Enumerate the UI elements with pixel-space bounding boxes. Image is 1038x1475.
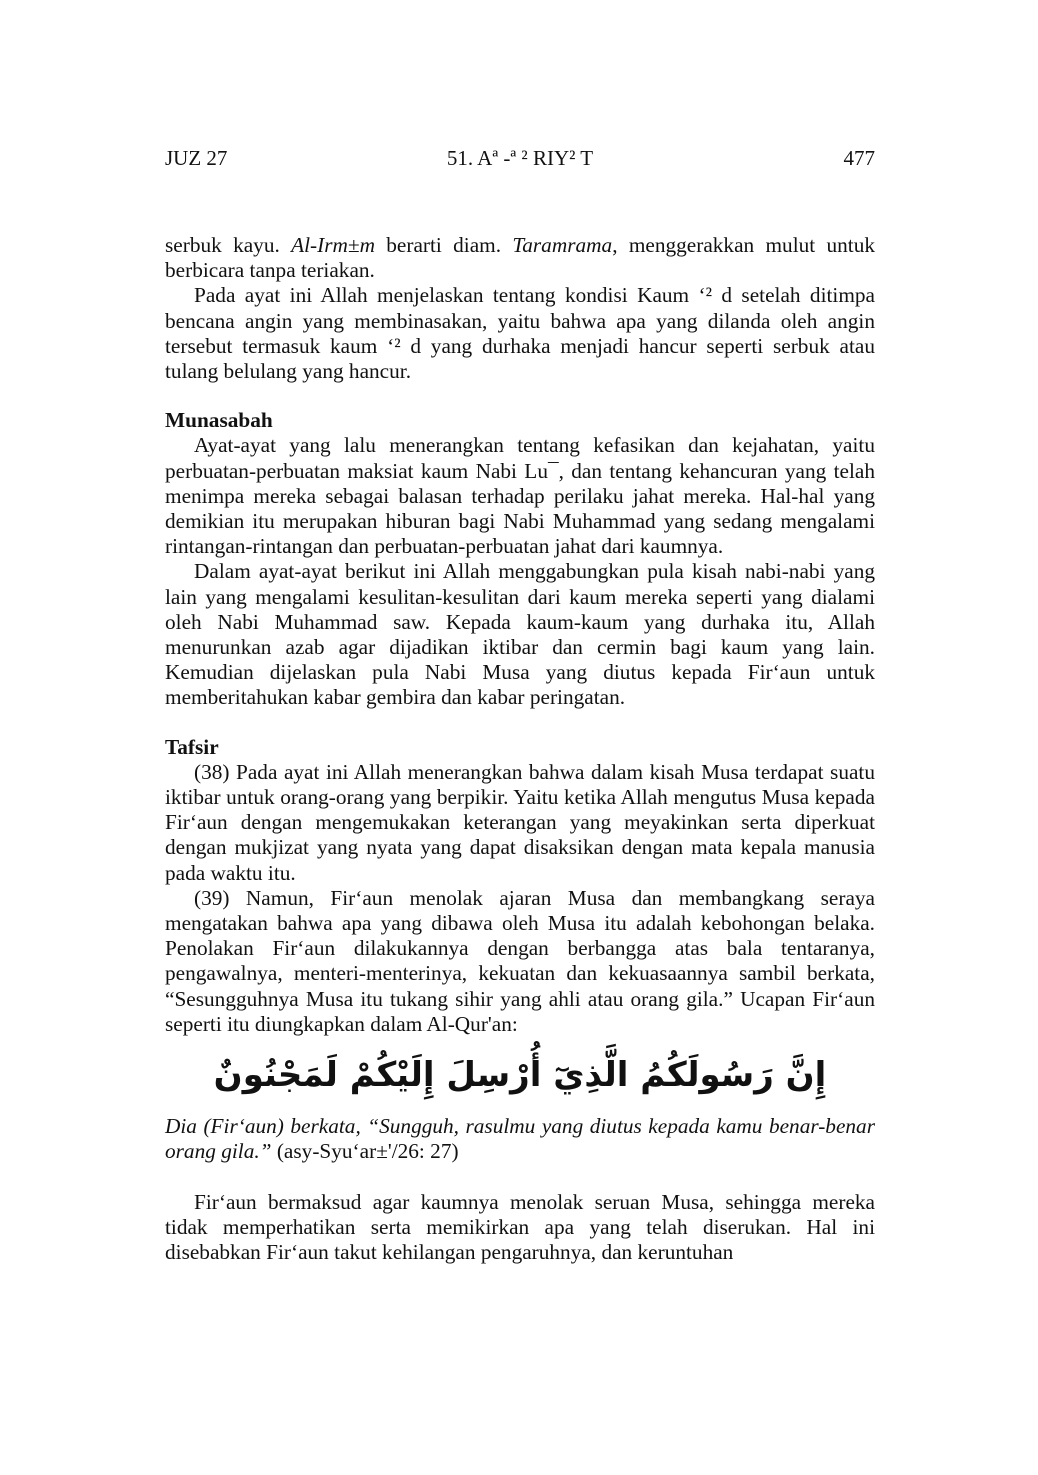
arabic-verse: إِنَّ رَسُولَكُمُ الَّذِيٓ أُرْسِلَ إِلَيْكُمْ لَمَجْنُونٌ <box>213 1055 827 1096</box>
intro-paragraph-1: serbuk kayu. Al-Irm±m berarti diam. Taramrama, menggerakkan mulut untuk berbicara tanpa teriakan. <box>165 233 875 283</box>
munasabah-paragraph-1: Ayat-ayat yang lalu menerangkan tentang kefasikan dan kejahatan, yaitu perbuatan-perbuatan maksiat kaum Nabi Lu¯, dan tentang kehancuran yang telah menimpa mereka sebagai balasan terhadap perilaku jahat mereka. Hal-hal yang demikian itu merupakan hiburan bagi Nabi Muhammad yang sedang mengalami rintangan-rintangan dan perbuatan-perbuatan jahat dari kaumnya. <box>165 433 875 559</box>
verse-translation <box>165 1114 875 1164</box>
term-al-irmam: Al-Irm±m <box>291 233 375 257</box>
page-number: 477 <box>843 146 875 170</box>
header-juz: JUZ 27 <box>165 146 228 170</box>
munasabah-heading: Munasabah <box>165 408 273 433</box>
running-header <box>165 146 875 176</box>
tafsir-paragraph-final: Fir‘aun bermaksud agar kaumnya menolak seruan Musa, sehingga mereka tidak memperhatikan serta memikirkan apa yang telah diserukan. Hal ini disebabkan Fir‘aun takut kehilangan pengaruhnya, dan keruntuhan <box>165 1189 875 1264</box>
munasabah-paragraph-2: Dalam ayat-ayat berikut ini Allah menggabungkan pula kisah nabi-nabi yang lain yang mengalami kesulitan-kesulitan dari kaum mereka seperti yang dialami oleh Nabi Muhammad saw. Kepada kaum-kaum yang durhaka itu, Allah menurunkan azab agar dijadikan iktibar dan cermin bagi kaum yang lain. Kemudian dijelaskan pula Nabi Musa yang diutus kepada Fir‘aun untuk memberitahukan kabar gembira dan kabar peringatan. <box>165 559 875 710</box>
body-text <box>165 233 875 1265</box>
header-surah-title: 51. Aª -ª ² RIY² T <box>446 146 594 170</box>
term-taramrama: Taramrama <box>512 233 613 257</box>
tafsir-paragraph-38: (38) Pada ayat ini Allah menerangkan bahwa dalam kisah Musa terdapat suatu iktibar untuk orang-orang yang berpikir. Yaitu ketika Allah mengutus Musa kepada Fir‘aun dengan mengemukakan keterangan yang meyakinkan serta diperkuat dengan mukjizat yang nyata yang dapat disaksikan dengan mata kepala manusia pada waktu itu. <box>165 759 875 885</box>
tafsir-heading: Tafsir <box>165 734 219 759</box>
verse-reference: (asy-Syu‘ar±'/26: 27) <box>271 1139 459 1164</box>
intro-paragraph-2: Pada ayat ini Allah menjelaskan tentang kondisi Kaum ‘² d setelah ditimpa bencana angin yang membinasakan, yaitu bahwa apa yang dilanda oleh angin tersebut termasuk kaum ‘² d yang durhaka menjadi hancur seperti serbuk atau tulang belulang yang hancur. <box>165 283 875 384</box>
translation-text: Dia (Fir‘aun) berkata, “Sungguh, rasulmu yang diutus kepada kamu benar-benar orang gila.” <box>165 1114 875 1164</box>
tafsir-paragraph-39: (39) Namun, Fir‘aun menolak ajaran Musa dan membangkang seraya mengatakan bahwa apa yang dibawa oleh Musa itu adalah kebohongan belaka. Penolakan Fir‘aun dilakukannya dengan berbangga atas bala tentaranya, pengawalnya, menteri-menterinya, kekuatan dan kekuasaannya sambil berkata, “Sesungguhnya Musa itu tukang sihir yang ahli atau orang gila.” Ucapan Fir‘aun seperti itu diungkapkan dalam Al-Qur'an: <box>165 885 875 1036</box>
